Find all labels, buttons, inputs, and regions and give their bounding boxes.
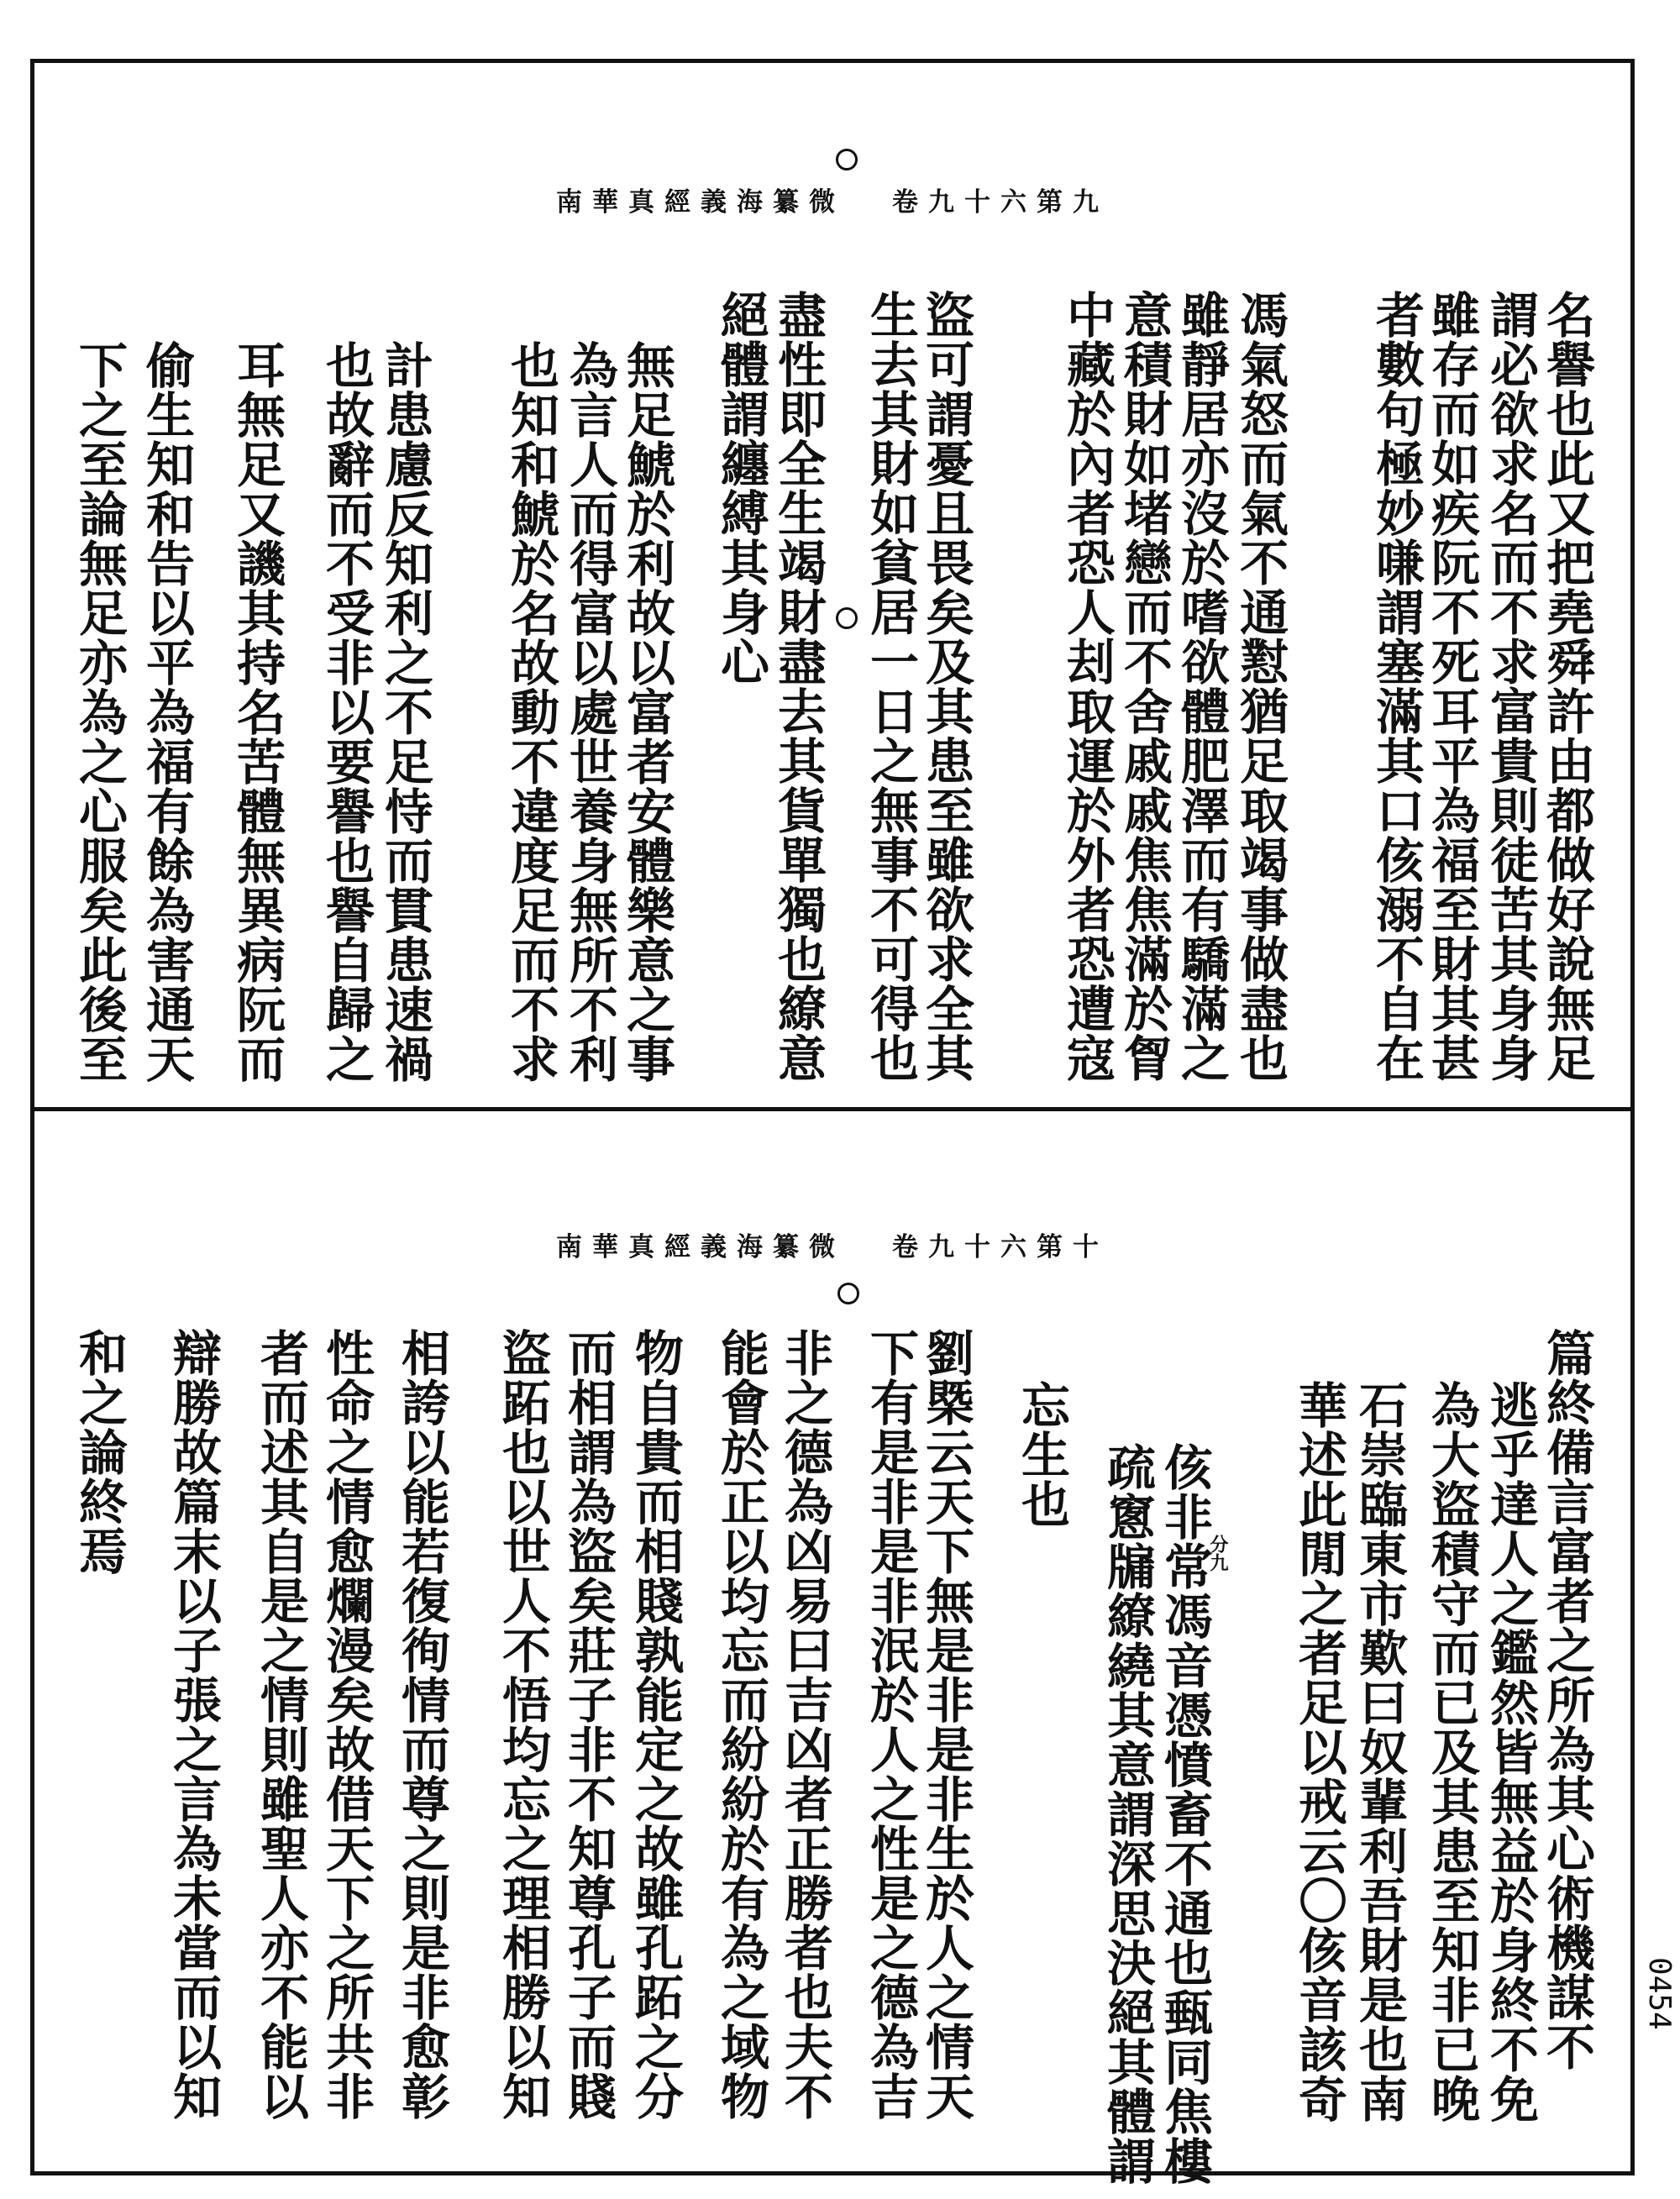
text-column: 意積財如堵戀而不舍戚戚焦焦滿於胷 <box>1116 290 1173 1083</box>
top-page-header <box>34 181 1630 218</box>
top-page <box>34 63 1630 1107</box>
text-column: 計患慮反知利之不足恃而貫患速禍 <box>376 340 433 1084</box>
text-column: 逃乎達人之鑑然皆無益於身終不免 <box>1482 1380 1539 2123</box>
text-column: 侅非常馮音憑憤畜不通也甀同焦樓 <box>1156 1442 1213 2186</box>
text-column: 篇終備言富者之所為其心術機謀不 <box>1538 1328 1595 2071</box>
text-column: 雖存而如疾阮不死耳平為福至財其甚 <box>1423 290 1480 1083</box>
bottom-header-volume: 卷九十六第十 <box>892 1232 1109 1262</box>
text-column: 盜可謂憂且畏矣及其患至雖欲求全其 <box>917 290 974 1083</box>
text-column: 而相謂為盜矣莊子非不知尊孔子而賤 <box>559 1328 617 2121</box>
text-column: 能會於正以均忘而紛紛於有為之域物 <box>712 1328 769 2121</box>
circle-mark-icon <box>837 1283 859 1304</box>
text-column: 盜跖也以世人不悟均忘之理相勝以知 <box>494 1328 551 2121</box>
text-column: 物自貴而相賤孰能定之故雖孔跖之分 <box>627 1328 684 2121</box>
text-column: 生去其財如貧居一日之無事不可得也 <box>862 290 919 1083</box>
text-column: 名譽也此又把堯舜許由都做好說無足 <box>1538 290 1595 1083</box>
text-column: 也故辭而不受非以要譽也譽自歸之 <box>318 340 375 1084</box>
text-column: 中藏於內者恐人刦取運於外者恐遭寇 <box>1058 290 1116 1083</box>
text-column: 盡性即全生竭財盡去其貨單獨也繚意 <box>769 290 827 1083</box>
text-column: 謂必欲求名而不求富貴則徒苦其身身 <box>1482 290 1539 1083</box>
text-column: 下之至論無足亦為之心服矣此後至 <box>71 340 128 1084</box>
text-column: 華述此閒之者足以戒云〇侅音該奇 <box>1290 1380 1347 2123</box>
text-column: 馮氣怒而氣不通懟猶足取竭事做盡也 <box>1231 290 1289 1083</box>
circle-mark-icon <box>836 149 858 171</box>
small-annotation: 分九 <box>1207 1535 1229 1572</box>
text-column: 下有是非是非泯於人之性是之德為吉 <box>862 1328 919 2121</box>
text-column: 劉槩云天下無是非是非生於人之情天 <box>917 1328 974 2121</box>
text-column: 為大盜積守而已及其患至知非已晚 <box>1423 1380 1480 2123</box>
bottom-page <box>34 1111 1630 2186</box>
top-header-volume: 卷九十六第九 <box>892 187 1109 218</box>
bottom-header-book: 南華真經義海纂微 <box>556 1232 845 1262</box>
text-column: 偷生知和告以平為福有餘為害通天 <box>138 340 195 1084</box>
text-column: 相誇以能若復徇情而尊之則是非愈彰 <box>393 1328 450 2121</box>
text-column: 耳無足又譏其持名苦體無異病阮而 <box>228 340 286 1084</box>
text-column: 性命之情愈爛漫矣故借天下之所共非 <box>318 1328 375 2121</box>
text-column: 者數句極妙嗛謂塞滿其口侅溺不自在 <box>1368 290 1425 1083</box>
text-column: 也知和鯱於名故動不違度足而不求 <box>502 340 559 1084</box>
top-header-book: 南華真經義海纂微 <box>556 187 845 218</box>
text-column: 雖靜居亦沒於嗜欲體肥澤而有驕滿之 <box>1173 290 1230 1083</box>
text-column: 絕體謂纏縛其身心 <box>712 290 769 686</box>
text-column: 辯勝故篇末以子張之言為未當而以知 <box>165 1328 222 2121</box>
text-column: 疏窻牖繚繞其意謂深思決絕其體謂 <box>1099 1442 1156 2186</box>
page-number: 0454 <box>1642 1957 1677 2030</box>
text-column: 為言人而得富以處世養身無所不利 <box>561 340 618 1084</box>
text-column: 和之論終焉 <box>71 1328 128 1576</box>
text-column: 者而述其自是之情則雖聖人亦不能以 <box>252 1328 309 2121</box>
text-column: 非之德為凶易曰吉凶者正勝者也夫不 <box>776 1328 833 2121</box>
circle-mark-icon <box>836 607 858 629</box>
text-column: 忘生也 <box>1013 1380 1070 1529</box>
text-column: 石崇臨東市歎曰奴輩利吾財是也南 <box>1351 1380 1408 2123</box>
bottom-page-header <box>34 1225 1630 1263</box>
text-column: 無足鯱於利故以富者安體樂意之事 <box>618 340 675 1084</box>
